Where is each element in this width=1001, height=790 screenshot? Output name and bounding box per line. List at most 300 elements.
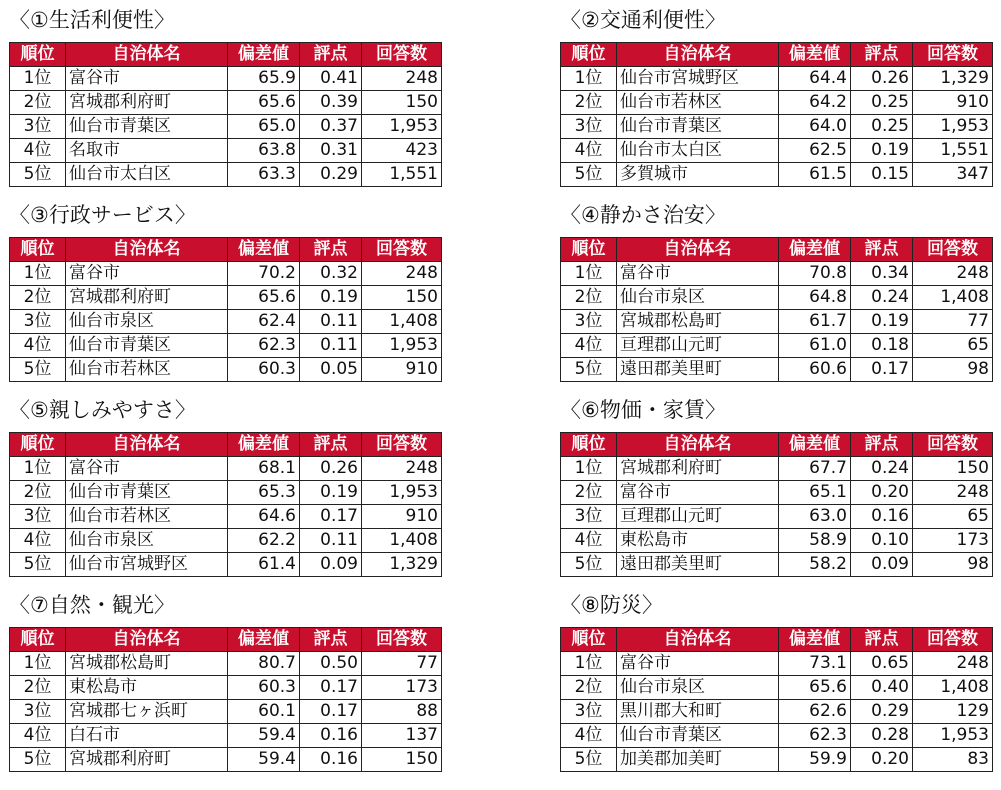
rank-cell: 3位 — [10, 505, 66, 529]
header-deviation: 偏差値 — [779, 433, 851, 457]
rank-cell: 5位 — [10, 553, 66, 577]
responses-cell: 98 — [913, 553, 993, 577]
rank-cell: 5位 — [10, 358, 66, 382]
rank-cell: 3位 — [561, 505, 617, 529]
deviation-cell: 61.4 — [228, 553, 300, 577]
municipality-cell: 加美郡加美町 — [617, 748, 779, 772]
responses-cell: 1,953 — [913, 115, 993, 139]
table-row — [561, 91, 993, 115]
header-row — [561, 238, 993, 262]
responses-cell: 77 — [362, 652, 442, 676]
responses-cell: 248 — [913, 481, 993, 505]
table-row — [10, 529, 442, 553]
municipality-cell: 富谷市 — [617, 262, 779, 286]
rank-cell: 2位 — [561, 481, 617, 505]
header-row — [561, 433, 993, 457]
header-name: 自治体名 — [617, 43, 779, 67]
rank-cell: 1位 — [561, 652, 617, 676]
score-cell: 0.25 — [851, 91, 913, 115]
responses-cell: 248 — [913, 262, 993, 286]
responses-cell: 173 — [913, 529, 993, 553]
deviation-cell: 70.2 — [228, 262, 300, 286]
rank-cell: 4位 — [561, 529, 617, 553]
responses-cell: 150 — [362, 286, 442, 310]
table-row — [10, 358, 442, 382]
section-title: 〈⑥物価・家賃〉 — [560, 398, 726, 422]
deviation-cell: 65.3 — [228, 481, 300, 505]
responses-cell: 1,551 — [913, 139, 993, 163]
table-row — [10, 553, 442, 577]
municipality-cell: 多賀城市 — [617, 163, 779, 187]
responses-cell: 77 — [913, 310, 993, 334]
municipality-cell: 宮城郡利府町 — [617, 457, 779, 481]
header-rank: 順位 — [10, 433, 66, 457]
responses-cell: 910 — [913, 91, 993, 115]
header-deviation: 偏差値 — [779, 43, 851, 67]
header-row — [10, 43, 442, 67]
deviation-cell: 60.1 — [228, 700, 300, 724]
municipality-cell: 仙台市青葉区 — [66, 115, 228, 139]
score-cell: 0.65 — [851, 652, 913, 676]
score-cell: 0.16 — [300, 748, 362, 772]
municipality-cell: 亘理郡山元町 — [617, 505, 779, 529]
responses-cell: 248 — [362, 457, 442, 481]
responses-cell: 1,329 — [913, 67, 993, 91]
table-row — [561, 529, 993, 553]
header-deviation: 偏差値 — [228, 43, 300, 67]
table-row — [561, 652, 993, 676]
responses-cell: 150 — [913, 457, 993, 481]
header-score: 評点 — [851, 433, 913, 457]
municipality-cell: 宮城郡利府町 — [66, 748, 228, 772]
deviation-cell: 70.8 — [779, 262, 851, 286]
table-row — [10, 286, 442, 310]
responses-cell: 248 — [913, 652, 993, 676]
score-cell: 0.05 — [300, 358, 362, 382]
table-row — [10, 91, 442, 115]
score-cell: 0.11 — [300, 334, 362, 358]
score-cell: 0.17 — [300, 700, 362, 724]
header-rank: 順位 — [10, 43, 66, 67]
responses-cell: 88 — [362, 700, 442, 724]
score-cell: 0.40 — [851, 676, 913, 700]
section-title: 〈①生活利便性〉 — [9, 8, 175, 32]
municipality-cell: 宮城郡松島町 — [617, 310, 779, 334]
score-cell: 0.26 — [851, 67, 913, 91]
deviation-cell: 58.2 — [779, 553, 851, 577]
deviation-cell: 59.9 — [779, 748, 851, 772]
score-cell: 0.11 — [300, 529, 362, 553]
table-row — [10, 334, 442, 358]
municipality-cell: 仙台市宮城野区 — [66, 553, 228, 577]
deviation-cell: 64.0 — [779, 115, 851, 139]
responses-cell: 423 — [362, 139, 442, 163]
ranking-section-6 — [560, 394, 992, 577]
header-score: 評点 — [300, 433, 362, 457]
header-responses: 回答数 — [913, 43, 993, 67]
ranking-table — [560, 627, 993, 772]
municipality-cell: 白石市 — [66, 724, 228, 748]
ranking-section-2 — [560, 4, 992, 187]
header-name: 自治体名 — [66, 43, 228, 67]
responses-cell: 910 — [362, 505, 442, 529]
municipality-cell: 仙台市太白区 — [617, 139, 779, 163]
deviation-cell: 67.7 — [779, 457, 851, 481]
municipality-cell: 富谷市 — [617, 481, 779, 505]
rank-cell: 3位 — [561, 310, 617, 334]
table-row — [10, 139, 442, 163]
rank-cell: 4位 — [561, 724, 617, 748]
rank-cell: 1位 — [10, 457, 66, 481]
table-row — [561, 286, 993, 310]
header-row — [10, 433, 442, 457]
municipality-cell: 東松島市 — [617, 529, 779, 553]
municipality-cell: 亘理郡山元町 — [617, 334, 779, 358]
deviation-cell: 59.4 — [228, 724, 300, 748]
municipality-cell: 宮城郡松島町 — [66, 652, 228, 676]
header-row — [561, 628, 993, 652]
section-title: 〈②交通利便性〉 — [560, 8, 726, 32]
municipality-cell: 仙台市青葉区 — [66, 334, 228, 358]
ranking-table — [9, 432, 442, 577]
table-row — [561, 724, 993, 748]
rank-cell: 2位 — [561, 286, 617, 310]
municipality-cell: 遠田郡美里町 — [617, 358, 779, 382]
header-name: 自治体名 — [617, 433, 779, 457]
header-score: 評点 — [851, 238, 913, 262]
section-title: 〈③行政サービス〉 — [9, 203, 196, 227]
header-rank: 順位 — [561, 238, 617, 262]
municipality-cell: 宮城郡利府町 — [66, 286, 228, 310]
header-score: 評点 — [300, 238, 362, 262]
header-responses: 回答数 — [362, 433, 442, 457]
deviation-cell: 62.3 — [228, 334, 300, 358]
responses-cell: 1,408 — [913, 676, 993, 700]
responses-cell: 1,953 — [362, 481, 442, 505]
rank-cell: 3位 — [561, 115, 617, 139]
municipality-cell: 富谷市 — [66, 457, 228, 481]
responses-cell: 1,408 — [362, 529, 442, 553]
score-cell: 0.28 — [851, 724, 913, 748]
municipality-cell: 仙台市泉区 — [617, 286, 779, 310]
table-row — [561, 115, 993, 139]
responses-cell: 173 — [362, 676, 442, 700]
table-row — [561, 139, 993, 163]
rank-cell: 5位 — [561, 163, 617, 187]
rank-cell: 1位 — [10, 262, 66, 286]
deviation-cell: 63.0 — [779, 505, 851, 529]
header-deviation: 偏差値 — [228, 628, 300, 652]
deviation-cell: 73.1 — [779, 652, 851, 676]
municipality-cell: 黒川郡大和町 — [617, 700, 779, 724]
deviation-cell: 61.7 — [779, 310, 851, 334]
rank-cell: 3位 — [10, 115, 66, 139]
score-cell: 0.16 — [300, 724, 362, 748]
ranking-section-5 — [9, 394, 441, 577]
score-cell: 0.29 — [851, 700, 913, 724]
header-responses: 回答数 — [362, 238, 442, 262]
responses-cell: 347 — [913, 163, 993, 187]
deviation-cell: 60.3 — [228, 358, 300, 382]
score-cell: 0.24 — [851, 286, 913, 310]
section-title: 〈⑧防災〉 — [560, 593, 663, 617]
responses-cell: 137 — [362, 724, 442, 748]
responses-cell: 1,329 — [362, 553, 442, 577]
score-cell: 0.31 — [300, 139, 362, 163]
header-name: 自治体名 — [66, 628, 228, 652]
municipality-cell: 仙台市青葉区 — [617, 115, 779, 139]
rank-cell: 2位 — [10, 676, 66, 700]
rank-cell: 1位 — [561, 67, 617, 91]
deviation-cell: 58.9 — [779, 529, 851, 553]
municipality-cell: 富谷市 — [66, 262, 228, 286]
ranking-section-7 — [9, 589, 441, 772]
responses-cell: 1,551 — [362, 163, 442, 187]
table-row — [561, 67, 993, 91]
table-row — [10, 676, 442, 700]
header-rank: 順位 — [561, 433, 617, 457]
header-row — [10, 238, 442, 262]
deviation-cell: 62.3 — [779, 724, 851, 748]
score-cell: 0.09 — [300, 553, 362, 577]
municipality-cell: 仙台市泉区 — [617, 676, 779, 700]
score-cell: 0.20 — [851, 481, 913, 505]
municipality-cell: 仙台市泉区 — [66, 529, 228, 553]
header-name: 自治体名 — [617, 238, 779, 262]
responses-cell: 129 — [913, 700, 993, 724]
score-cell: 0.26 — [300, 457, 362, 481]
responses-cell: 150 — [362, 748, 442, 772]
header-rank: 順位 — [561, 628, 617, 652]
rank-cell: 2位 — [10, 481, 66, 505]
header-score: 評点 — [300, 43, 362, 67]
municipality-cell: 宮城郡利府町 — [66, 91, 228, 115]
score-cell: 0.39 — [300, 91, 362, 115]
header-responses: 回答数 — [913, 238, 993, 262]
responses-cell: 150 — [362, 91, 442, 115]
table-row — [561, 334, 993, 358]
ranking-section-8 — [560, 589, 992, 772]
responses-cell: 1,953 — [362, 115, 442, 139]
score-cell: 0.11 — [300, 310, 362, 334]
header-rank: 順位 — [10, 628, 66, 652]
table-row — [10, 748, 442, 772]
header-rank: 順位 — [10, 238, 66, 262]
responses-cell: 248 — [362, 262, 442, 286]
deviation-cell: 80.7 — [228, 652, 300, 676]
responses-cell: 98 — [913, 358, 993, 382]
score-cell: 0.29 — [300, 163, 362, 187]
responses-cell: 83 — [913, 748, 993, 772]
table-row — [561, 505, 993, 529]
score-cell: 0.09 — [851, 553, 913, 577]
ranking-section-3 — [9, 199, 441, 382]
score-cell: 0.19 — [300, 481, 362, 505]
deviation-cell: 61.5 — [779, 163, 851, 187]
rank-cell: 3位 — [561, 700, 617, 724]
municipality-cell: 遠田郡美里町 — [617, 553, 779, 577]
header-responses: 回答数 — [913, 433, 993, 457]
score-cell: 0.24 — [851, 457, 913, 481]
table-row — [561, 262, 993, 286]
ranking-table — [9, 42, 442, 187]
deviation-cell: 62.2 — [228, 529, 300, 553]
responses-cell: 65 — [913, 334, 993, 358]
municipality-cell: 仙台市青葉区 — [66, 481, 228, 505]
ranking-section-4 — [560, 199, 992, 382]
table-row — [561, 676, 993, 700]
municipality-cell: 仙台市若林区 — [66, 505, 228, 529]
score-cell: 0.17 — [851, 358, 913, 382]
deviation-cell: 68.1 — [228, 457, 300, 481]
header-row — [561, 43, 993, 67]
deviation-cell: 64.6 — [228, 505, 300, 529]
rank-cell: 3位 — [10, 310, 66, 334]
responses-cell: 1,953 — [913, 724, 993, 748]
deviation-cell: 61.0 — [779, 334, 851, 358]
responses-cell: 1,408 — [362, 310, 442, 334]
table-row — [10, 505, 442, 529]
rank-cell: 5位 — [561, 748, 617, 772]
header-deviation: 偏差値 — [779, 628, 851, 652]
municipality-cell: 富谷市 — [66, 67, 228, 91]
deviation-cell: 60.6 — [779, 358, 851, 382]
table-row — [561, 481, 993, 505]
header-name: 自治体名 — [617, 628, 779, 652]
table-row — [561, 358, 993, 382]
municipality-cell: 仙台市青葉区 — [617, 724, 779, 748]
ranking-table — [9, 237, 442, 382]
score-cell: 0.41 — [300, 67, 362, 91]
rank-cell: 4位 — [10, 139, 66, 163]
table-row — [10, 724, 442, 748]
header-deviation: 偏差値 — [779, 238, 851, 262]
municipality-cell: 仙台市宮城野区 — [617, 67, 779, 91]
score-cell: 0.10 — [851, 529, 913, 553]
deviation-cell: 59.4 — [228, 748, 300, 772]
table-row — [10, 262, 442, 286]
deviation-cell: 65.6 — [779, 676, 851, 700]
deviation-cell: 65.0 — [228, 115, 300, 139]
ranking-table — [560, 42, 993, 187]
score-cell: 0.20 — [851, 748, 913, 772]
deviation-cell: 65.6 — [228, 91, 300, 115]
rank-cell: 4位 — [10, 724, 66, 748]
table-row — [10, 652, 442, 676]
table-row — [561, 700, 993, 724]
rank-cell: 4位 — [561, 139, 617, 163]
score-cell: 0.19 — [300, 286, 362, 310]
rank-cell: 1位 — [10, 67, 66, 91]
table-row — [561, 748, 993, 772]
score-cell: 0.32 — [300, 262, 362, 286]
rank-cell: 2位 — [561, 676, 617, 700]
deviation-cell: 64.4 — [779, 67, 851, 91]
score-cell: 0.19 — [851, 310, 913, 334]
responses-cell: 910 — [362, 358, 442, 382]
municipality-cell: 仙台市泉区 — [66, 310, 228, 334]
rank-cell: 2位 — [10, 286, 66, 310]
table-row — [10, 457, 442, 481]
responses-cell: 248 — [362, 67, 442, 91]
municipality-cell: 富谷市 — [617, 652, 779, 676]
score-cell: 0.18 — [851, 334, 913, 358]
header-responses: 回答数 — [362, 628, 442, 652]
rank-cell: 4位 — [10, 334, 66, 358]
ranking-table — [560, 432, 993, 577]
deviation-cell: 60.3 — [228, 676, 300, 700]
table-row — [10, 481, 442, 505]
rank-cell: 1位 — [10, 652, 66, 676]
deviation-cell: 64.8 — [779, 286, 851, 310]
ranking-section-1 — [9, 4, 441, 187]
deviation-cell: 63.8 — [228, 139, 300, 163]
header-responses: 回答数 — [913, 628, 993, 652]
municipality-cell: 名取市 — [66, 139, 228, 163]
deviation-cell: 65.1 — [779, 481, 851, 505]
deviation-cell: 63.3 — [228, 163, 300, 187]
municipality-cell: 仙台市若林区 — [66, 358, 228, 382]
score-cell: 0.37 — [300, 115, 362, 139]
section-title: 〈⑤親しみやすさ〉 — [9, 398, 196, 422]
score-cell: 0.17 — [300, 676, 362, 700]
rank-cell: 2位 — [561, 91, 617, 115]
table-row — [10, 700, 442, 724]
score-cell: 0.16 — [851, 505, 913, 529]
header-rank: 順位 — [561, 43, 617, 67]
score-cell: 0.50 — [300, 652, 362, 676]
municipality-cell: 宮城郡七ヶ浜町 — [66, 700, 228, 724]
header-row — [10, 628, 442, 652]
municipality-cell: 仙台市太白区 — [66, 163, 228, 187]
rank-cell: 3位 — [10, 700, 66, 724]
header-deviation: 偏差値 — [228, 238, 300, 262]
score-cell: 0.25 — [851, 115, 913, 139]
table-row — [10, 67, 442, 91]
table-row — [10, 310, 442, 334]
deviation-cell: 65.9 — [228, 67, 300, 91]
municipality-cell: 東松島市 — [66, 676, 228, 700]
responses-cell: 1,408 — [913, 286, 993, 310]
score-cell: 0.15 — [851, 163, 913, 187]
table-row — [561, 457, 993, 481]
deviation-cell: 62.4 — [228, 310, 300, 334]
header-name: 自治体名 — [66, 238, 228, 262]
header-score: 評点 — [300, 628, 362, 652]
rank-cell: 5位 — [561, 553, 617, 577]
responses-cell: 1,953 — [362, 334, 442, 358]
deviation-cell: 64.2 — [779, 91, 851, 115]
header-name: 自治体名 — [66, 433, 228, 457]
header-responses: 回答数 — [362, 43, 442, 67]
section-title: 〈⑦自然・観光〉 — [9, 593, 175, 617]
table-row — [10, 163, 442, 187]
header-score: 評点 — [851, 43, 913, 67]
score-cell: 0.19 — [851, 139, 913, 163]
table-row — [561, 553, 993, 577]
section-title: 〈④静かさ治安〉 — [560, 203, 726, 227]
header-score: 評点 — [851, 628, 913, 652]
ranking-table — [560, 237, 993, 382]
municipality-cell: 仙台市若林区 — [617, 91, 779, 115]
score-cell: 0.34 — [851, 262, 913, 286]
rank-cell: 4位 — [10, 529, 66, 553]
rank-cell: 4位 — [561, 334, 617, 358]
rank-cell: 5位 — [561, 358, 617, 382]
header-deviation: 偏差値 — [228, 433, 300, 457]
rank-cell: 1位 — [561, 457, 617, 481]
rank-cell: 5位 — [10, 163, 66, 187]
